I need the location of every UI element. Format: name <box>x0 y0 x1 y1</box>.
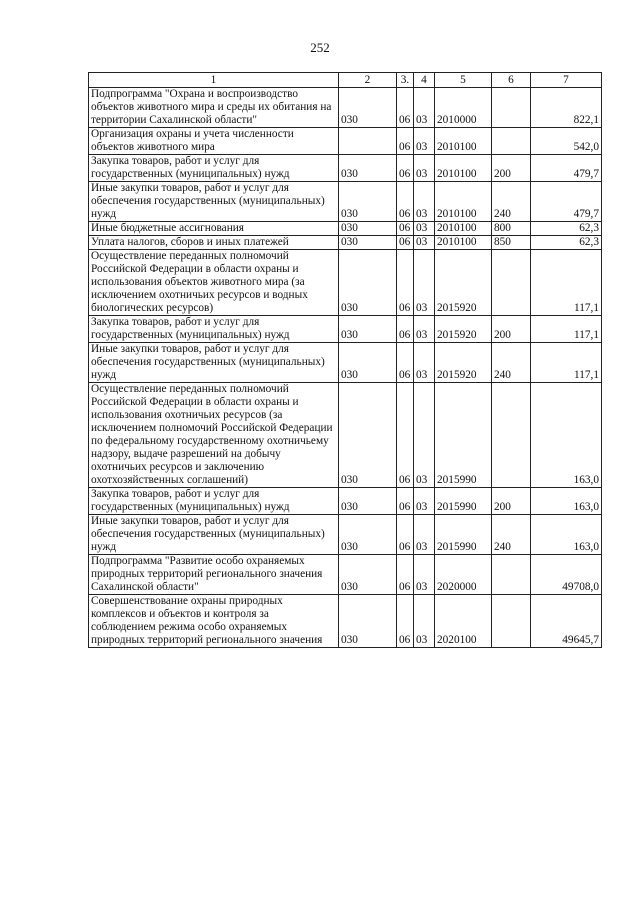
expense-type-cell <box>492 383 531 488</box>
row-name-cell: Совершенствование охраны природных комплексов и объектов и контроля за соблюдением режима особо охраняемых природных территорий регионального значения <box>89 595 339 648</box>
row-name-cell: Уплата налогов, сборов и иных платежей <box>89 236 339 250</box>
expense-type-cell: 200 <box>492 316 531 343</box>
target-item-cell: 2015920 <box>435 250 492 316</box>
target-item-cell: 2020000 <box>435 555 492 595</box>
row-name-cell: Подпрограмма "Развитие особо охраняемых природных территорий регионального значения Сахалинской области" <box>89 555 339 595</box>
amount-cell: 163,0 <box>531 515 602 555</box>
section-code-cell: 06 <box>397 155 414 182</box>
expense-type-cell <box>492 595 531 648</box>
row-name-cell: Иные бюджетные ассигнования <box>89 222 339 236</box>
table-header-row <box>89 73 602 88</box>
target-item-cell: 2010100 <box>435 128 492 155</box>
table-row <box>89 128 602 155</box>
amount-cell: 62,3 <box>531 236 602 250</box>
admin-code-cell: 030 <box>339 383 397 488</box>
row-name-cell: Осуществление переданных полномочий Российской Федерации в области охраны и использования объектов животного мира (за исключением охотничьих ресурсов и водных биологических ресурсов) <box>89 250 339 316</box>
target-item-cell: 2015920 <box>435 343 492 383</box>
column-header: 1 <box>89 73 339 88</box>
row-name-cell: Осуществление переданных полномочий Российской Федерации в области охраны и использования охотничьих ресурсов (за исключением полномочий Российской Федерации по федеральному государственному охотничьему надзору, выдаче разрешений на добычу охотничьих ресурсов и заключению охотхозяйственных соглашений) <box>89 383 339 488</box>
page-number: 252 <box>310 40 330 55</box>
section-code-cell: 06 <box>397 182 414 222</box>
column-header: 2 <box>339 73 397 88</box>
expense-type-cell: 240 <box>492 515 531 555</box>
section-code-cell: 06 <box>397 595 414 648</box>
subsection-code-cell: 03 <box>414 236 435 250</box>
expense-type-cell: 800 <box>492 222 531 236</box>
row-name-cell: Иные закупки товаров, работ и услуг для обеспечения государственных (муниципальных) нужд <box>89 343 339 383</box>
table-row <box>89 88 602 128</box>
admin-code-cell: 030 <box>339 515 397 555</box>
admin-code-cell: 030 <box>339 343 397 383</box>
amount-cell: 822,1 <box>531 88 602 128</box>
admin-code-cell: 030 <box>339 182 397 222</box>
admin-code-cell: 030 <box>339 316 397 343</box>
target-item-cell: 2015990 <box>435 515 492 555</box>
target-item-cell: 2010100 <box>435 182 492 222</box>
section-code-cell: 06 <box>397 316 414 343</box>
admin-code-cell: 030 <box>339 222 397 236</box>
amount-cell: 163,0 <box>531 383 602 488</box>
table-row <box>89 383 602 488</box>
section-code-cell: 06 <box>397 555 414 595</box>
target-item-cell: 2010100 <box>435 155 492 182</box>
target-item-cell: 2010100 <box>435 222 492 236</box>
row-name-cell: Закупка товаров, работ и услуг для государственных (муниципальных) нужд <box>89 316 339 343</box>
budget-table <box>88 72 602 648</box>
amount-cell: 479,7 <box>531 182 602 222</box>
expense-type-cell <box>492 128 531 155</box>
admin-code-cell: 030 <box>339 155 397 182</box>
table-row <box>89 155 602 182</box>
table-row <box>89 250 602 316</box>
expense-type-cell <box>492 555 531 595</box>
subsection-code-cell: 03 <box>414 250 435 316</box>
table-row <box>89 222 602 236</box>
amount-cell: 49645,7 <box>531 595 602 648</box>
subsection-code-cell: 03 <box>414 555 435 595</box>
admin-code-cell: 030 <box>339 555 397 595</box>
subsection-code-cell: 03 <box>414 222 435 236</box>
table-body <box>89 88 602 648</box>
expense-type-cell <box>492 250 531 316</box>
section-code-cell: 06 <box>397 343 414 383</box>
subsection-code-cell: 03 <box>414 488 435 515</box>
column-header: 4 <box>414 73 435 88</box>
expense-type-cell: 200 <box>492 155 531 182</box>
target-item-cell: 2020100 <box>435 595 492 648</box>
admin-code-cell: 030 <box>339 250 397 316</box>
row-name-cell: Иные закупки товаров, работ и услуг для обеспечения государственных (муниципальных) нужд <box>89 182 339 222</box>
amount-cell: 479,7 <box>531 155 602 182</box>
column-header: 6 <box>492 73 531 88</box>
admin-code-cell: 030 <box>339 88 397 128</box>
subsection-code-cell: 03 <box>414 316 435 343</box>
table-row <box>89 488 602 515</box>
subsection-code-cell: 03 <box>414 155 435 182</box>
target-item-cell: 2010100 <box>435 236 492 250</box>
expense-type-cell: 240 <box>492 343 531 383</box>
row-name-cell: Иные закупки товаров, работ и услуг для обеспечения государственных (муниципальных) нужд <box>89 515 339 555</box>
expense-type-cell <box>492 88 531 128</box>
subsection-code-cell: 03 <box>414 343 435 383</box>
row-name-cell: Подпрограмма "Охрана и воспроизводство объектов животного мира и среды их обитания на территории Сахалинской области" <box>89 88 339 128</box>
column-header: 7 <box>531 73 602 88</box>
section-code-cell: 06 <box>397 383 414 488</box>
subsection-code-cell: 03 <box>414 128 435 155</box>
table-row <box>89 182 602 222</box>
section-code-cell: 06 <box>397 236 414 250</box>
section-code-cell: 06 <box>397 515 414 555</box>
row-name-cell: Закупка товаров, работ и услуг для государственных (муниципальных) нужд <box>89 155 339 182</box>
table-row <box>89 595 602 648</box>
table-row <box>89 236 602 250</box>
target-item-cell: 2015990 <box>435 383 492 488</box>
target-item-cell: 2015920 <box>435 316 492 343</box>
amount-cell: 542,0 <box>531 128 602 155</box>
table-row <box>89 316 602 343</box>
expense-type-cell: 200 <box>492 488 531 515</box>
amount-cell: 117,1 <box>531 343 602 383</box>
amount-cell: 117,1 <box>531 250 602 316</box>
table-row <box>89 515 602 555</box>
target-item-cell: 2010000 <box>435 88 492 128</box>
section-code-cell: 06 <box>397 222 414 236</box>
table-row <box>89 555 602 595</box>
admin-code-cell: 030 <box>339 595 397 648</box>
admin-code-cell <box>339 128 397 155</box>
subsection-code-cell: 03 <box>414 88 435 128</box>
table-row <box>89 343 602 383</box>
admin-code-cell: 030 <box>339 488 397 515</box>
row-name-cell: Организация охраны и учета численности объектов животного мира <box>89 128 339 155</box>
row-name-cell: Закупка товаров, работ и услуг для государственных (муниципальных) нужд <box>89 488 339 515</box>
section-code-cell: 06 <box>397 128 414 155</box>
amount-cell: 163,0 <box>531 488 602 515</box>
subsection-code-cell: 03 <box>414 595 435 648</box>
subsection-code-cell: 03 <box>414 182 435 222</box>
expense-type-cell: 850 <box>492 236 531 250</box>
section-code-cell: 06 <box>397 250 414 316</box>
subsection-code-cell: 03 <box>414 383 435 488</box>
amount-cell: 117,1 <box>531 316 602 343</box>
section-code-cell: 06 <box>397 88 414 128</box>
column-header: 5 <box>435 73 492 88</box>
target-item-cell: 2015990 <box>435 488 492 515</box>
section-code-cell: 06 <box>397 488 414 515</box>
amount-cell: 62,3 <box>531 222 602 236</box>
amount-cell: 49708,0 <box>531 555 602 595</box>
subsection-code-cell: 03 <box>414 515 435 555</box>
column-header: 3. <box>397 73 414 88</box>
admin-code-cell: 030 <box>339 236 397 250</box>
expense-type-cell: 240 <box>492 182 531 222</box>
